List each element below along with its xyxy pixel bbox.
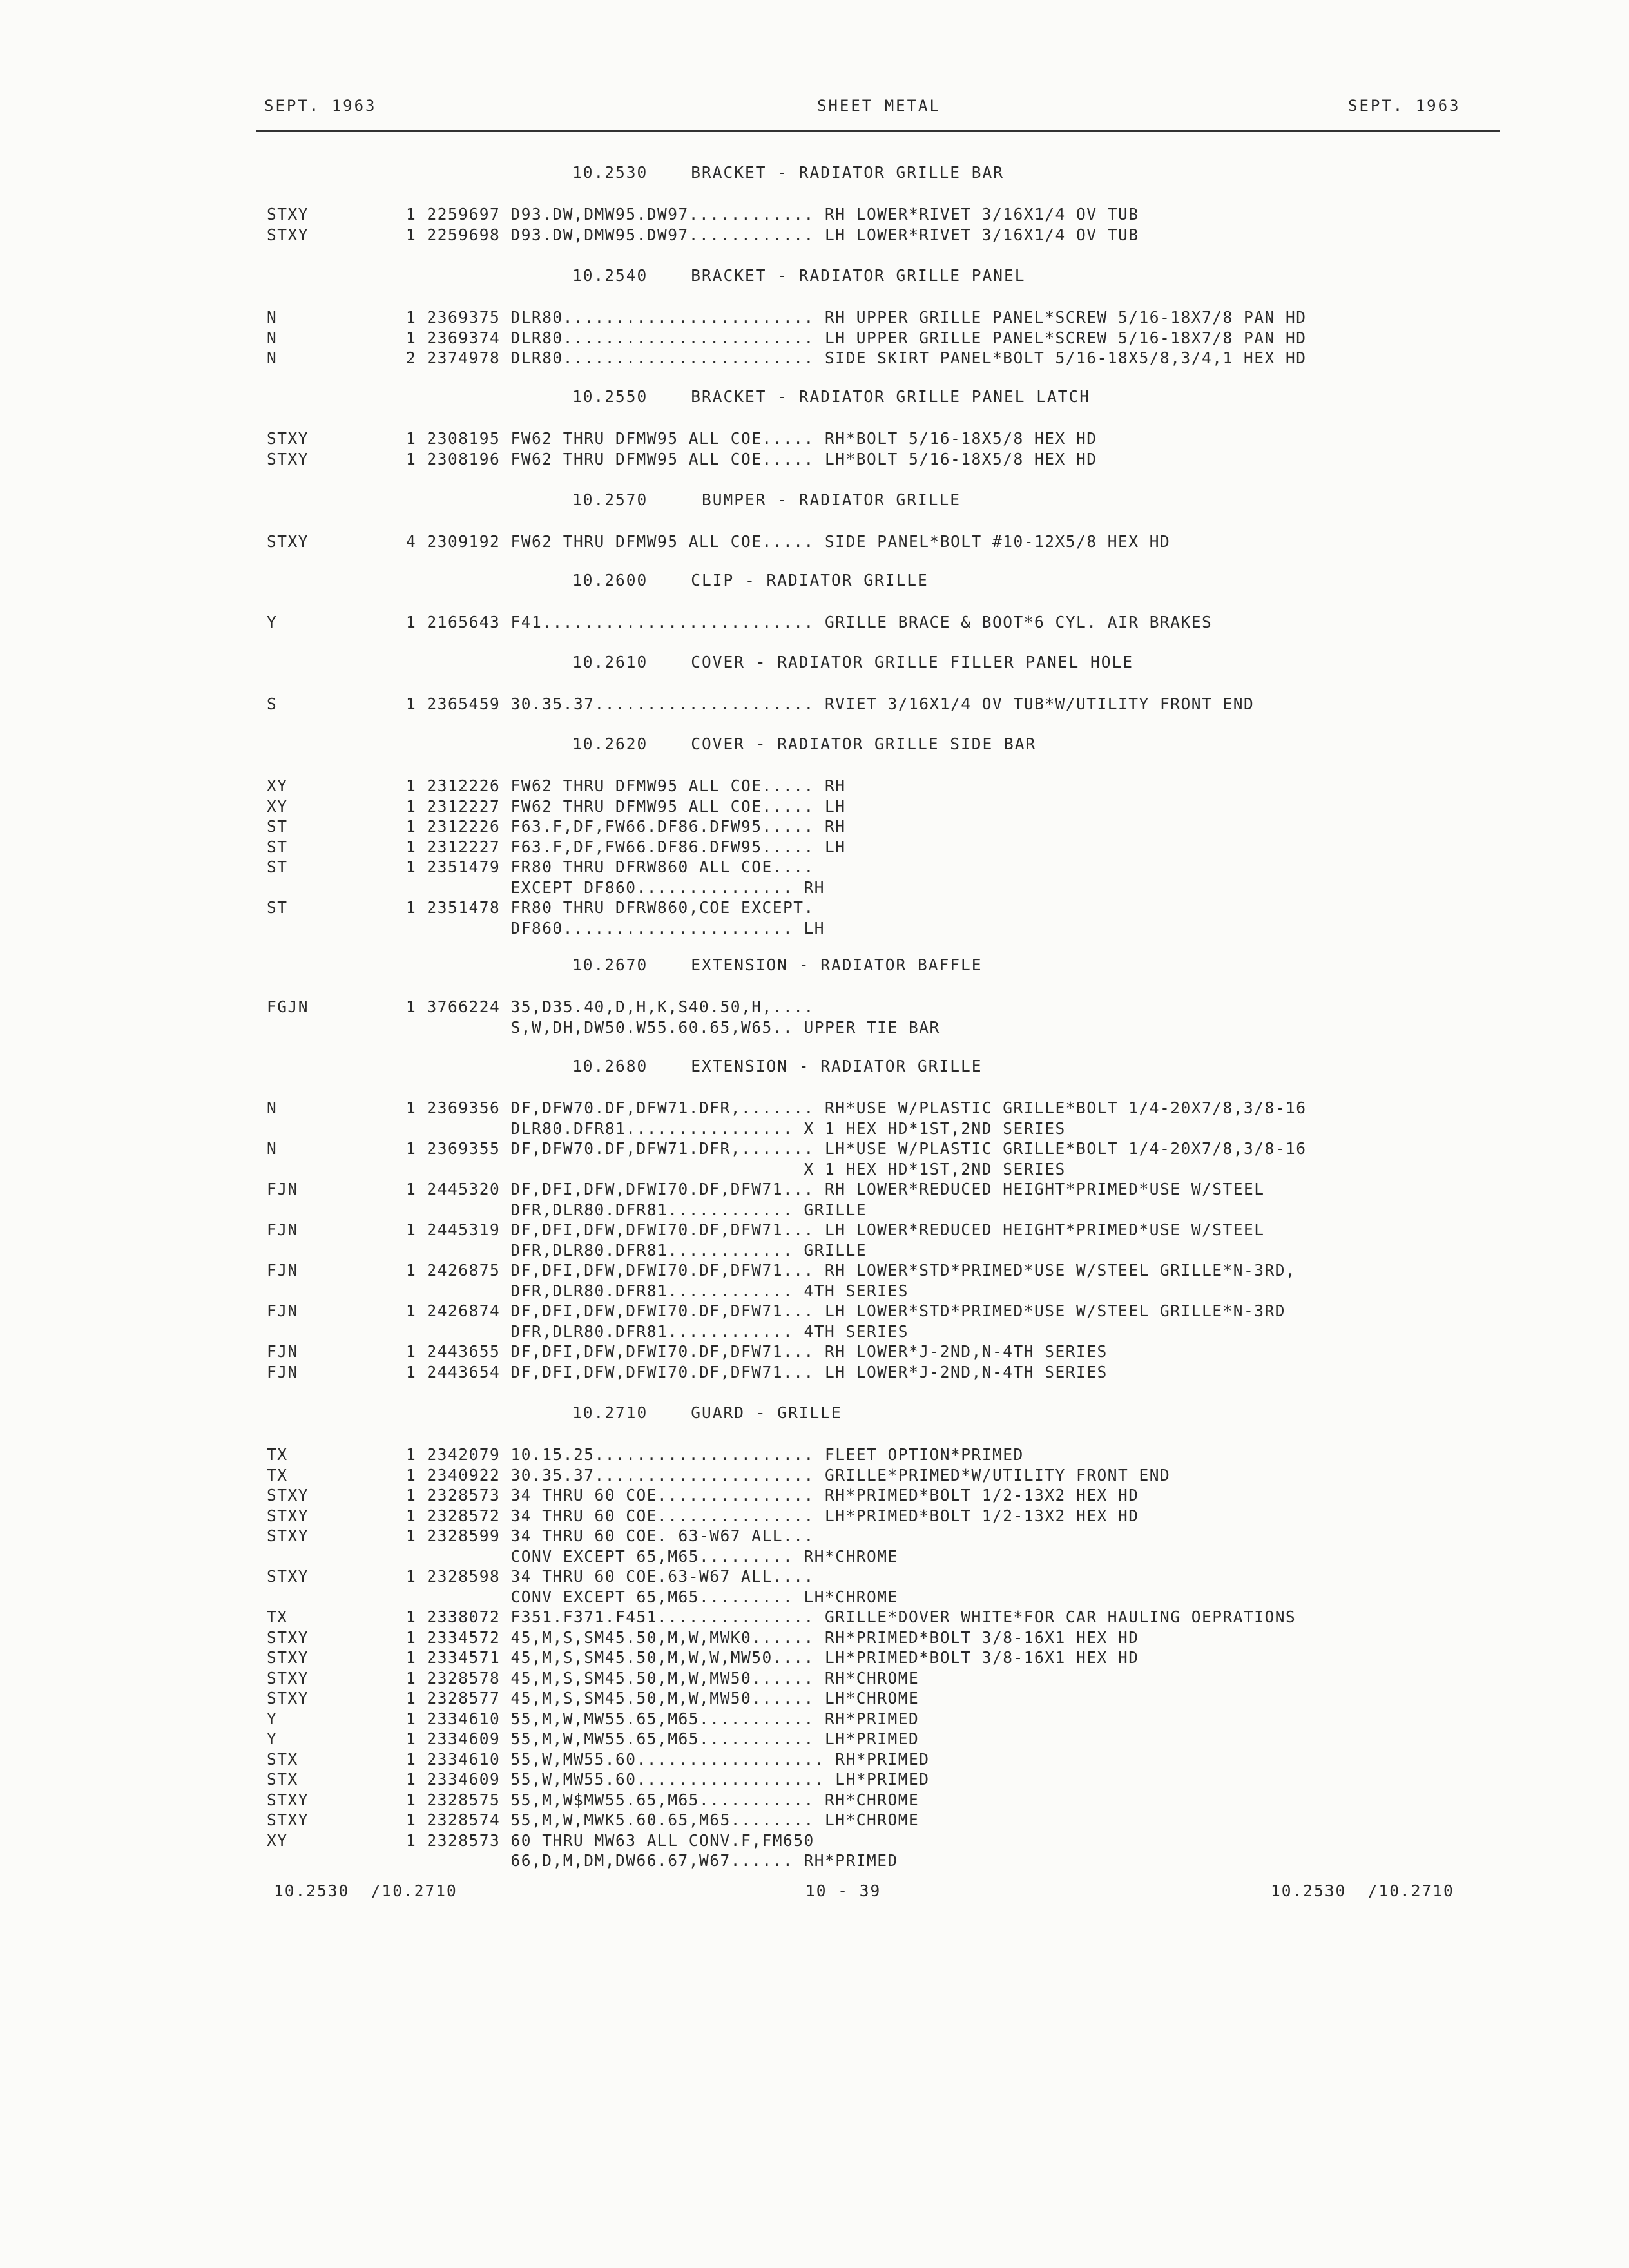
part-entry: 1 2328598 34 THRU 60 COE.63-W67 ALL.... xyxy=(406,1567,815,1586)
header-title: SHEET METAL xyxy=(817,97,941,115)
part-entry: 1 3766224 35,D35.40,D,H,K,S40.50,H,.... xyxy=(406,997,815,1016)
model-code: XY xyxy=(267,796,288,816)
part-entry-continuation: CONV EXCEPT 65,M65......... LH*CHROME xyxy=(406,1587,898,1606)
part-entry: 1 2445320 DF,DFI,DFW,DFWI70.DF,DFW71... RH LOWER*REDUCED HEIGHT*PRIMED*USE W/STEEL xyxy=(406,1180,1265,1198)
model-code: TX xyxy=(267,1465,288,1485)
part-entry: 1 2334571 45,M,S,SM45.50,M,W,W,MW50.... LH*PRIMED*BOLT 3/8-16X1 HEX HD xyxy=(406,1648,1139,1667)
part-entry: 1 2369356 DF,DFW70.DF,DFW71.DFR,....... RH*USE W/PLASTIC GRILLE*BOLT 1/4-20X7/8,3/8-16 xyxy=(406,1099,1307,1117)
model-code: STXY xyxy=(267,1811,309,1829)
footer-range-left: 10.2530 /10.2710 xyxy=(274,1881,458,1900)
part-entry: 1 2334572 45,M,S,SM45.50,M,W,MWK0...... RH*PRIMED*BOLT 3/8-16X1 HEX HD xyxy=(406,1628,1139,1647)
model-code: STXY xyxy=(267,1486,309,1504)
model-code: S xyxy=(267,695,278,713)
part-entry: 1 2312227 FW62 THRU DFMW95 ALL COE..... LH xyxy=(406,796,846,816)
part-entry: 1 2445319 DF,DFI,DFW,DFWI70.DF,DFW71... LH LOWER*REDUCED HEIGHT*PRIMED*USE W/STEEL xyxy=(406,1220,1265,1239)
section-title: 10.2540 BRACKET - RADIATOR GRILLE PANEL xyxy=(572,266,1026,285)
part-entry: 1 2426875 DF,DFI,DFW,DFWI70.DF,DFW71... RH LOWER*STD*PRIMED*USE W/STEEL GRILLE*N-3RD, xyxy=(406,1261,1296,1280)
section-title: 10.2570 BUMPER - RADIATOR GRILLE xyxy=(572,490,961,509)
part-entry: 1 2259698 D93.DW,DMW95.DW97............ LH LOWER*RIVET 3/16X1/4 OV TUB xyxy=(406,225,1139,244)
section-title: 10.2680 EXTENSION - RADIATOR GRILLE xyxy=(572,1057,983,1075)
model-code: STXY xyxy=(267,1526,309,1545)
model-code: FGJN xyxy=(267,997,309,1016)
part-entry: 1 2328577 45,M,S,SM45.50,M,W,MW50...... LH*CHROME xyxy=(406,1689,920,1707)
model-code: STXY xyxy=(267,1506,309,1525)
part-entry: 1 2334610 55,M,W,MW55.65,M65........... RH*PRIMED xyxy=(406,1709,920,1728)
model-code: ST xyxy=(267,898,288,917)
model-code: STXY xyxy=(267,205,309,224)
model-code: FJN xyxy=(267,1220,298,1239)
model-code: STXY xyxy=(267,1648,309,1667)
model-code: STXY xyxy=(267,1628,309,1647)
model-code: FJN xyxy=(267,1302,298,1320)
part-entry: 1 2351479 FR80 THRU DFRW860 ALL COE.... xyxy=(406,858,815,876)
model-code: N xyxy=(267,1139,278,1158)
header-date-right: SEPT. 1963 xyxy=(1348,97,1461,115)
page-number: 10 - 39 xyxy=(805,1881,882,1900)
section-title: 10.2550 BRACKET - RADIATOR GRILLE PANEL LATCH xyxy=(572,387,1091,406)
header-date-left: SEPT. 1963 xyxy=(264,97,377,115)
part-entry: 1 2328599 34 THRU 60 COE. 63-W67 ALL... xyxy=(406,1526,815,1545)
part-entry: 2 2374978 DLR80........................ SIDE SKIRT PANEL*BOLT 5/16-18X5/8,3/4,1 HEX HD xyxy=(406,349,1307,367)
part-entry: 1 2312226 F63.F,DF,FW66.DF86.DFW95..... RH xyxy=(406,817,846,836)
model-code: FJN xyxy=(267,1261,298,1280)
model-code: Y xyxy=(267,1709,278,1728)
model-code: N xyxy=(267,1099,278,1117)
model-code: XY xyxy=(267,776,288,795)
part-entry: 1 2328573 34 THRU 60 COE............... RH*PRIMED*BOLT 1/2-13X2 HEX HD xyxy=(406,1486,1139,1504)
part-entry-continuation: CONV EXCEPT 65,M65......... RH*CHROME xyxy=(406,1546,898,1566)
model-code: FJN xyxy=(267,1342,298,1361)
model-code: TX xyxy=(267,1445,288,1464)
part-entry: 1 2351478 FR80 THRU DFRW860,COE EXCEPT. xyxy=(406,898,815,917)
model-code: STXY xyxy=(267,1668,309,1687)
model-code: Y xyxy=(267,1729,278,1748)
model-code: FJN xyxy=(267,1180,298,1198)
section-title: 10.2620 COVER - RADIATOR GRILLE SIDE BAR xyxy=(572,735,1037,753)
part-entry: 1 2334609 55,M,W,MW55.65,M65........... LH*PRIMED xyxy=(406,1729,920,1748)
section-title: 10.2710 GUARD - GRILLE xyxy=(572,1403,842,1422)
part-entry: 1 2443655 DF,DFI,DFW,DFWI70.DF,DFW71... RH LOWER*J-2ND,N-4TH SERIES xyxy=(406,1342,1108,1361)
part-entry: 1 2165643 F41.......................... GRILLE BRACE & BOOT*6 CYL. AIR BRAKES xyxy=(406,613,1213,631)
footer-range-right: 10.2530 /10.2710 xyxy=(1271,1881,1454,1900)
part-entry: 1 2426874 DF,DFI,DFW,DFWI70.DF,DFW71... LH LOWER*STD*PRIMED*USE W/STEEL GRILLE*N-3RD xyxy=(406,1302,1286,1320)
model-code: TX xyxy=(267,1608,288,1626)
part-entry: 1 2369375 DLR80........................ RH UPPER GRILLE PANEL*SCREW 5/16-18X7/8 PAN HD xyxy=(406,308,1307,327)
part-entry: 1 2328578 45,M,S,SM45.50,M,W,MW50...... RH*CHROME xyxy=(406,1668,920,1687)
part-entry: 1 2365459 30.35.37..................... RVIET 3/16X1/4 OV TUB*W/UTILITY FRONT END xyxy=(406,695,1255,713)
part-entry: 1 2312226 FW62 THRU DFMW95 ALL COE..... RH xyxy=(406,776,846,795)
part-entry-continuation: EXCEPT DF860............... RH xyxy=(406,878,825,897)
model-code: ST xyxy=(267,817,288,836)
model-code: N xyxy=(267,308,278,327)
model-code: XY xyxy=(267,1831,288,1850)
model-code: STXY xyxy=(267,1567,309,1586)
section-title: 10.2670 EXTENSION - RADIATOR BAFFLE xyxy=(572,956,983,974)
part-entry: 1 2369355 DF,DFW70.DF,DFW71.DFR,....... LH*USE W/PLASTIC GRILLE*BOLT 1/4-20X7/8,3/8-16 xyxy=(406,1139,1307,1158)
part-entry: 1 2328572 34 THRU 60 COE............... LH*PRIMED*BOLT 1/2-13X2 HEX HD xyxy=(406,1506,1139,1525)
model-code: STXY xyxy=(267,225,309,244)
part-entry: 1 2338072 F351.F371.F451............... GRILLE*DOVER WHITE*FOR CAR HAULING OEPRATIONS xyxy=(406,1608,1296,1626)
model-code: Y xyxy=(267,613,278,631)
model-code: N xyxy=(267,349,278,367)
part-entry: 1 2342079 10.15.25..................... FLEET OPTION*PRIMED xyxy=(406,1445,1024,1464)
part-entry: 1 2328573 60 THRU MW63 ALL CONV.F,FM650 xyxy=(406,1831,815,1850)
part-entry-continuation: DFR,DLR80.DFR81............ 4TH SERIES xyxy=(406,1321,909,1341)
model-code: STXY xyxy=(267,1790,309,1809)
model-code: STX xyxy=(267,1770,298,1789)
part-entry-continuation: DFR,DLR80.DFR81............ 4TH SERIES xyxy=(406,1281,909,1300)
model-code: STXY xyxy=(267,429,309,448)
model-code: FJN xyxy=(267,1362,298,1381)
part-entry: 1 2259697 D93.DW,DMW95.DW97............ RH LOWER*RIVET 3/16X1/4 OV TUB xyxy=(406,205,1139,224)
part-entry: 1 2308196 FW62 THRU DFMW95 ALL COE..... LH*BOLT 5/16-18X5/8 HEX HD xyxy=(406,449,1097,468)
section-title: 10.2530 BRACKET - RADIATOR GRILLE BAR xyxy=(572,163,1005,182)
model-code: ST xyxy=(267,837,288,856)
part-entry-continuation: DFR,DLR80.DFR81............ GRILLE xyxy=(406,1200,867,1219)
model-code: STXY xyxy=(267,1689,309,1707)
part-entry: 1 2369374 DLR80........................ LH UPPER GRILLE PANEL*SCREW 5/16-18X7/8 PAN HD xyxy=(406,328,1307,347)
part-entry: 1 2334609 55,W,MW55.60.................. LH*PRIMED xyxy=(406,1770,930,1789)
part-entry-continuation: S,W,DH,DW50.W55.60.65,W65.. UPPER TIE BAR xyxy=(406,1017,940,1037)
part-entry-continuation: 66,D,M,DM,DW66.67,W67...... RH*PRIMED xyxy=(406,1851,898,1870)
model-code: STXY xyxy=(267,449,309,468)
header-rule xyxy=(256,130,1500,132)
section-title: 10.2600 CLIP - RADIATOR GRILLE xyxy=(572,571,929,590)
model-code: ST xyxy=(267,858,288,876)
model-code: STX xyxy=(267,1749,298,1769)
section-title: 10.2610 COVER - RADIATOR GRILLE FILLER PANEL HOLE xyxy=(572,653,1134,671)
part-entry-continuation: DF860...................... LH xyxy=(406,918,825,937)
part-entry-continuation: DFR,DLR80.DFR81............ GRILLE xyxy=(406,1240,867,1260)
part-entry: 1 2312227 F63.F,DF,FW66.DF86.DFW95..... LH xyxy=(406,837,846,856)
model-code: STXY xyxy=(267,532,309,551)
part-entry: 1 2328574 55,M,W,MWK5.60.65,M65........ LH*CHROME xyxy=(406,1811,920,1829)
part-entry-continuation: X 1 HEX HD*1ST,2ND SERIES xyxy=(406,1159,1066,1178)
part-entry: 1 2443654 DF,DFI,DFW,DFWI70.DF,DFW71... LH LOWER*J-2ND,N-4TH SERIES xyxy=(406,1362,1108,1381)
model-code: N xyxy=(267,328,278,347)
part-entry: 1 2334610 55,W,MW55.60.................. RH*PRIMED xyxy=(406,1749,930,1769)
part-entry-continuation: DLR80.DFR81................ X 1 HEX HD*1ST,2ND SERIES xyxy=(406,1119,1066,1138)
part-entry: 1 2340922 30.35.37..................... GRILLE*PRIMED*W/UTILITY FRONT END xyxy=(406,1465,1171,1485)
part-entry: 1 2328575 55,M,W$MW55.65,M65........... RH*CHROME xyxy=(406,1790,920,1809)
part-entry: 1 2308195 FW62 THRU DFMW95 ALL COE..... RH*BOLT 5/16-18X5/8 HEX HD xyxy=(406,429,1097,448)
part-entry: 4 2309192 FW62 THRU DFMW95 ALL COE..... SIDE PANEL*BOLT #10-12X5/8 HEX HD xyxy=(406,532,1171,551)
